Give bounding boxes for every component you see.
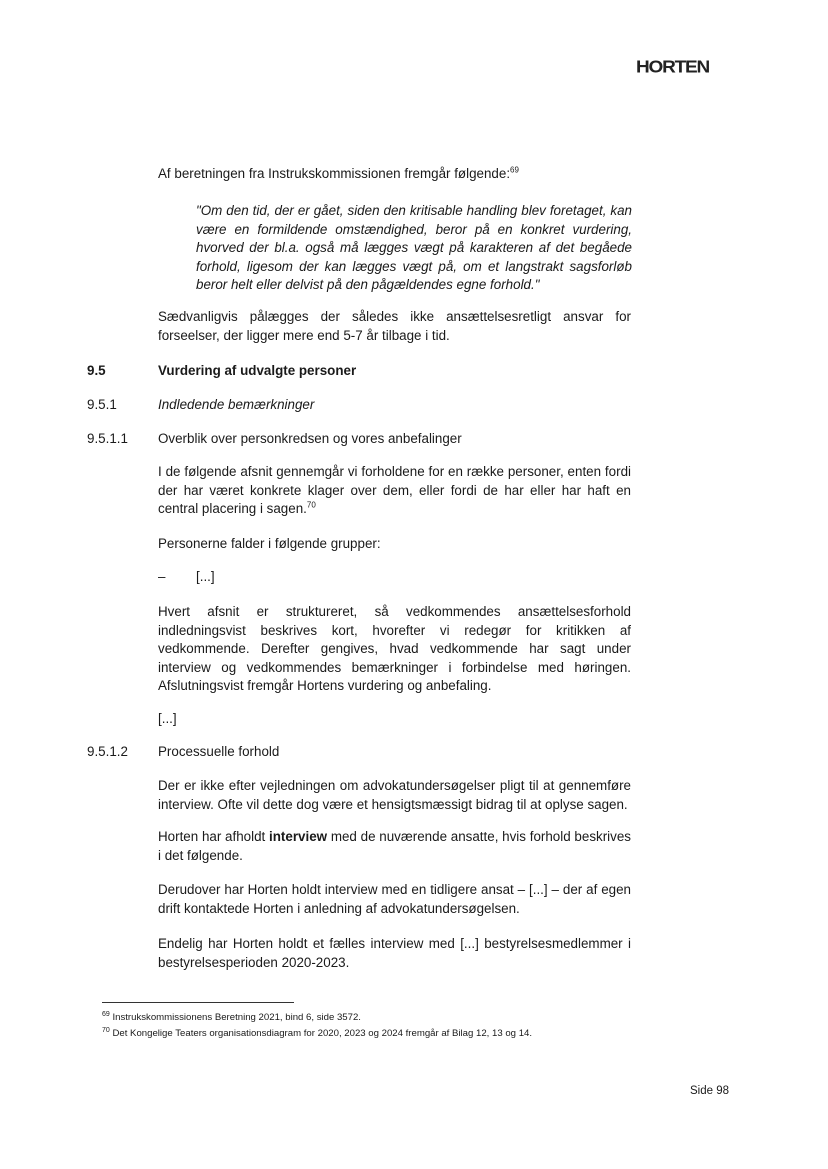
section-number-9-5-1-1: 9.5.1.1 — [87, 431, 128, 446]
horten-logo: HORTEN — [636, 58, 710, 77]
footnote-ref-69: 69 — [510, 165, 519, 175]
ellipsis-paragraph: [...] — [158, 711, 177, 726]
process-2-before: Horten har afholdt — [158, 829, 270, 844]
paragraph-after-quote: Sædvanligvis pålægges der således ikke ansættelsesretligt ansvar for forseelser, der ligger mere end 5-7 år tilbage i tid. — [158, 309, 631, 343]
section-heading-9-5: Vurdering af udvalgte personer — [158, 363, 357, 378]
section-heading-9-5-1-2: Processuelle forhold — [158, 744, 280, 759]
intro-text: Af beretningen fra Instrukskommissionen fremgår følgende: — [158, 166, 511, 181]
section-heading-9-5-1-1: Overblik over personkredsen og vores anbefalinger — [158, 431, 462, 446]
section-number-9-5-1: 9.5.1 — [87, 397, 117, 412]
structure-paragraph: Hvert afsnit er struktureret, så vedkommendes ansættelsesforhold indledningsvist beskrives kort, hvorefter vi redegør for kritikken af vedkommende. Derefter gengives, hvad vedkommende har sagt under interview og vedkommendes bemærkninger i forbindelse med høringen. Afslutningsvist fremgår Hortens vurdering og anbefaling. — [158, 604, 631, 693]
process-paragraph-4: Endelig har Horten holdt et fælles interview med [...] bestyrelsesmedlemmer i bestyrelsesperioden 2020-2023. — [158, 936, 631, 970]
overview-text: I de følgende afsnit gennemgår vi forholdene for en række personer, enten fordi der har været konkrete klager over dem, eller fordi de har eller har haft en central placering i sagen. — [158, 464, 631, 516]
footnote-69-text: Instrukskommissionens Beretning 2021, bind 6, side 3572. — [109, 1012, 361, 1023]
process-paragraph-3: Derudover har Horten holdt interview med en tidligere ansat – [...] – der af egen drift kontaktede Horten i anledning af advokatundersøgelsen. — [158, 882, 631, 916]
footnote-69 — [102, 1011, 361, 1024]
process-2-after: med de nuværende ansatte, hvis forhold beskrives i det følgende. — [158, 829, 631, 863]
footnote-70 — [102, 1027, 532, 1040]
footnote-70-number: 70 — [102, 1026, 110, 1034]
footnote-70-text: Det Kongelige Teaters organisationsdiagram for 2020, 2023 og 2024 fremgår af Bilag 12, 13 og 14. — [109, 1028, 533, 1039]
footnote-69-number: 69 — [102, 1010, 110, 1018]
section-number-9-5: 9.5 — [87, 363, 106, 378]
groups-paragraph: Personerne falder i følgende grupper: — [158, 536, 381, 551]
block-quote: "Om den tid, der er gået, siden den kritisable handling blev foretaget, kan være en formildende omstændighed, beror på en konkret vurdering, hvorved der bl.a. også må lægges vægt på karakteren af det begåede forhold, ligesom der kan lægges vægt på, om et langstrakt sagsforløb beror helt eller delvist på den pågældendes egne forhold." — [196, 203, 632, 292]
overview-paragraph — [158, 463, 631, 519]
process-paragraph-1: Der er ikke efter vejledningen om advokatundersøgelser pligt til at gennemføre interview. Ofte vil dette dog være et hensigtsmæssigt bidrag til at oplyse sagen. — [158, 778, 631, 812]
process-2-bold: interview — [269, 829, 328, 844]
list-item-dash: – — [158, 569, 166, 584]
page-number: Side 98 — [690, 1085, 730, 1097]
footnote-separator — [102, 1002, 294, 1003]
intro-paragraph — [158, 165, 631, 184]
section-number-9-5-1-2: 9.5.1.2 — [87, 744, 128, 759]
footnote-ref-70: 70 — [306, 500, 316, 510]
process-paragraph-2 — [158, 828, 631, 865]
list-item-text: [...] — [196, 569, 215, 584]
section-heading-9-5-1: Indledende bemærkninger — [158, 397, 315, 412]
